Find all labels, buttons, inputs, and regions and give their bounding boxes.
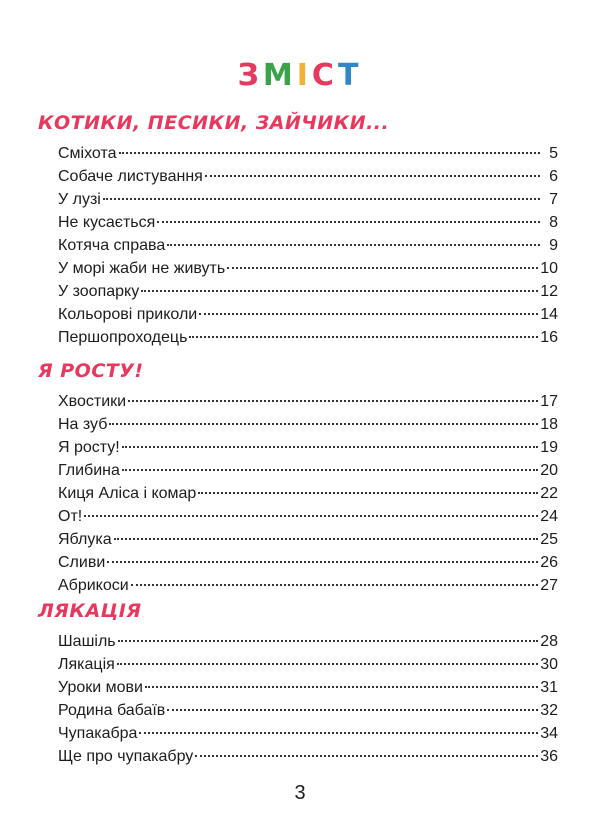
entry-page: 7 [549,191,558,208]
entry-title: Шашіль [58,633,116,650]
dot-leader [145,685,538,688]
entry-title: Першопроходець [58,329,188,346]
toc-entry [58,653,558,676]
toc-entry [58,413,558,436]
entry-title: Ще про чупакабру [58,748,194,765]
entry-page: 27 [540,577,558,594]
dot-leader [103,197,540,200]
toc-entry [58,142,558,165]
entry-title: Чупакабра [58,725,138,742]
toc-entry [58,482,558,505]
entry-title: Киця Аліса і комар [58,485,197,502]
entry-page: 10 [540,260,558,277]
toc-entries [58,390,558,597]
entry-title: У морі жаби не живуть [58,260,226,277]
entry-title: От! [58,508,83,525]
section-heading: ЛЯКАЦІЯ [38,600,142,622]
toc-entry [58,505,558,528]
dot-leader [205,174,540,177]
page-title [0,58,600,93]
toc-entry [58,234,558,257]
toc-entry [58,551,558,574]
entry-page: 20 [540,462,558,479]
section-heading: Я РОСТУ! [38,360,144,382]
entry-page: 8 [549,214,558,231]
entry-title: Сміхота [58,145,117,162]
toc-entry [58,165,558,188]
dot-leader [167,708,538,711]
entry-page: 12 [540,283,558,300]
toc-entry [58,722,558,745]
toc-entry [58,326,558,349]
entry-page: 30 [540,656,558,673]
entry-page: 22 [540,485,558,502]
entry-title: На зуб [58,416,108,433]
toc-entry [58,303,558,326]
dot-leader [189,335,538,338]
dot-leader [122,468,538,471]
entry-title: Абрикоси [58,577,129,594]
dot-leader [195,754,538,757]
entry-page: 6 [549,168,558,185]
toc-entry [58,436,558,459]
entry-title: Глибина [58,462,120,479]
title-letter: С [311,58,338,93]
entry-page: 34 [540,725,558,742]
toc-entry [58,699,558,722]
entry-page: 25 [540,531,558,548]
dot-leader [157,220,540,223]
entry-page: 18 [540,416,558,433]
toc-entry [58,676,558,699]
toc-entry [58,745,558,768]
entry-title: Кольорові приколи [58,306,198,323]
toc-entry [58,188,558,211]
dot-leader [84,514,538,517]
toc-entry [58,257,558,280]
entry-title: У лузі [58,191,101,208]
entry-title: Котяча справа [58,237,166,254]
dot-leader [198,491,538,494]
dot-leader [141,289,538,292]
dot-leader [117,662,538,665]
entry-title: Сливи [58,554,106,571]
toc-entry [58,630,558,653]
title-letter: Т [337,58,363,93]
entry-title: Я росту! [58,439,120,456]
dot-leader [118,639,539,642]
entry-page: 19 [540,439,558,456]
toc-entries [58,630,558,768]
dot-leader [119,151,540,154]
entry-title: Не кусається [58,214,156,231]
entry-title: Лякація [58,656,115,673]
entry-title: Яблука [58,531,112,548]
entry-page: 17 [540,393,558,410]
dot-leader [227,266,538,269]
entry-page: 28 [540,633,558,650]
entry-title: Собаче листування [58,168,203,185]
dot-leader [167,243,540,246]
entry-page: 9 [549,237,558,254]
entry-page: 5 [549,145,558,162]
dot-leader [109,422,538,425]
toc-entry [58,459,558,482]
dot-leader [114,537,539,540]
dot-leader [131,583,539,586]
toc-entry [58,390,558,413]
dot-leader [139,731,538,734]
entry-title: У зоопарку [58,283,140,300]
toc-entry [58,574,558,597]
toc-entry [58,528,558,551]
toc-entries [58,142,558,349]
entry-title: Родина бабаїв [58,702,166,719]
entry-page: 24 [540,508,558,525]
title-letter: М [262,58,297,93]
entry-page: 16 [540,329,558,346]
page-number: 3 [294,782,306,804]
entry-title: Уроки мови [58,679,143,696]
dot-leader [122,445,538,448]
entry-page: 14 [540,306,558,323]
title-letter: І [296,58,312,93]
entry-page: 26 [540,554,558,571]
dot-leader [107,560,538,563]
dot-leader [199,312,538,315]
toc-entry [58,211,558,234]
entry-page: 36 [540,748,558,765]
toc-entry [58,280,558,303]
title-letter: З [237,58,263,93]
entry-page: 31 [540,679,558,696]
entry-page: 32 [540,702,558,719]
entry-title: Хвостики [58,393,127,410]
dot-leader [128,399,538,402]
section-heading: КОТИКИ, ПЕСИКИ, ЗАЙЧИКИ... [38,112,390,134]
